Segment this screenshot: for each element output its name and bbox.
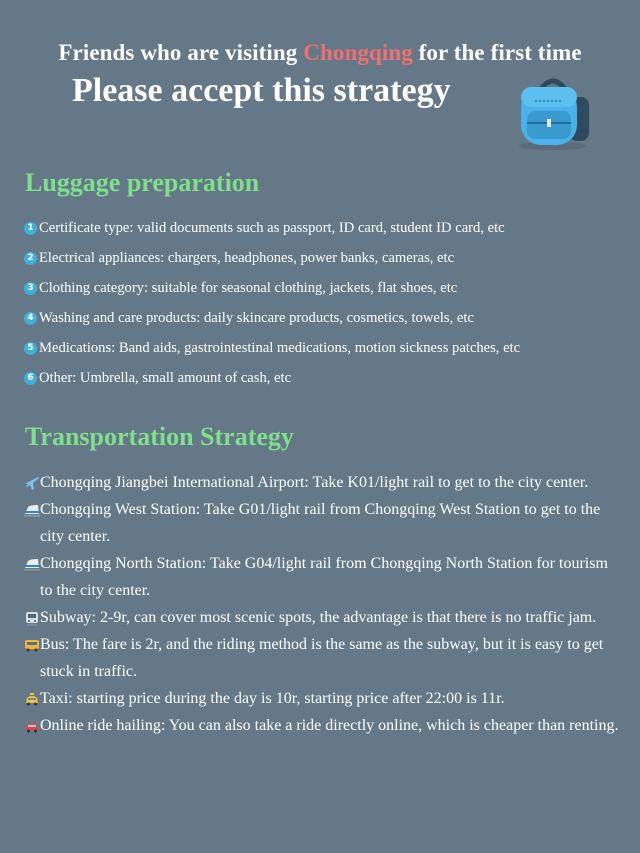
transport-section-title: Transportation Strategy (25, 422, 294, 451)
bus-icon (24, 637, 40, 653)
list-item-text: Certificate type: valid documents such as passport, ID card, student ID card, etc (39, 219, 505, 236)
header-line-1-before: Friends who are visiting (58, 40, 304, 65)
header-line-1 (0, 40, 640, 66)
list-item (24, 213, 636, 243)
list-item (24, 469, 624, 496)
list-item-text: Clothing category: suitable for seasonal clothing, jackets, flat shoes, etc (39, 279, 458, 296)
subway-icon (24, 610, 40, 626)
list-item-text: Taxi: starting price during the day is 10r, starting price after 22:00 is 11r. (40, 690, 505, 707)
taxi-icon (24, 691, 40, 707)
list-item (24, 712, 624, 739)
list-item-text: Chongqing West Station: Take G01/light rail from Chongqing West Station to get to the city center. (40, 501, 601, 545)
transport-list (24, 469, 624, 739)
number-badge: 2 (24, 252, 37, 265)
list-item-text: Chongqing North Station: Take G04/light rail from Chongqing North Station for tourism to the city center. (40, 555, 608, 599)
airplane-icon (24, 475, 40, 491)
list-item (24, 333, 636, 363)
number-badge: 6 (24, 372, 37, 385)
list-item-text: Bus: The fare is 2r, and the riding method is the same as the subway, but it is easy to get stuck in traffic. (40, 636, 604, 680)
list-item-text: Online ride hailing: You can also take a ride directly online, which is cheaper than renting. (40, 717, 619, 734)
number-badge: 4 (24, 312, 37, 325)
list-item (24, 273, 636, 303)
car-icon (24, 718, 40, 734)
luggage-list (24, 213, 636, 393)
number-badge: 3 (24, 282, 37, 295)
list-item-text: Other: Umbrella, small amount of cash, etc (39, 369, 292, 386)
train-icon (24, 556, 40, 572)
list-item (24, 243, 636, 273)
luggage-section-title: Luggage preparation (25, 168, 260, 197)
list-item-text: Washing and care products: daily skincare products, cosmetics, towels, etc (39, 309, 474, 326)
list-item (24, 604, 624, 631)
header-line-1-after: for the first time (412, 40, 582, 65)
train-icon (24, 502, 40, 518)
header-city-highlight: Chongqing (303, 40, 413, 65)
header-title: Please accept this strategy (72, 72, 451, 109)
backpack-icon (513, 75, 593, 151)
list-item-text: Subway: 2-9r, can cover most scenic spots, the advantage is that there is no traffic jam. (40, 609, 597, 626)
list-item (24, 363, 636, 393)
list-item (24, 631, 624, 685)
list-item-text: Chongqing Jiangbei International Airport: Take K01/light rail to get to the city center. (40, 474, 589, 491)
list-item (24, 685, 624, 712)
number-badge: 5 (24, 342, 37, 355)
list-item (24, 550, 624, 604)
number-badge: 1 (24, 222, 37, 235)
list-item-text: Electrical appliances: chargers, headphones, power banks, cameras, etc (39, 249, 455, 266)
list-item (24, 496, 624, 550)
list-item-text: Medications: Band aids, gastrointestinal medications, motion sickness patches, etc (39, 339, 521, 356)
list-item (24, 303, 636, 333)
